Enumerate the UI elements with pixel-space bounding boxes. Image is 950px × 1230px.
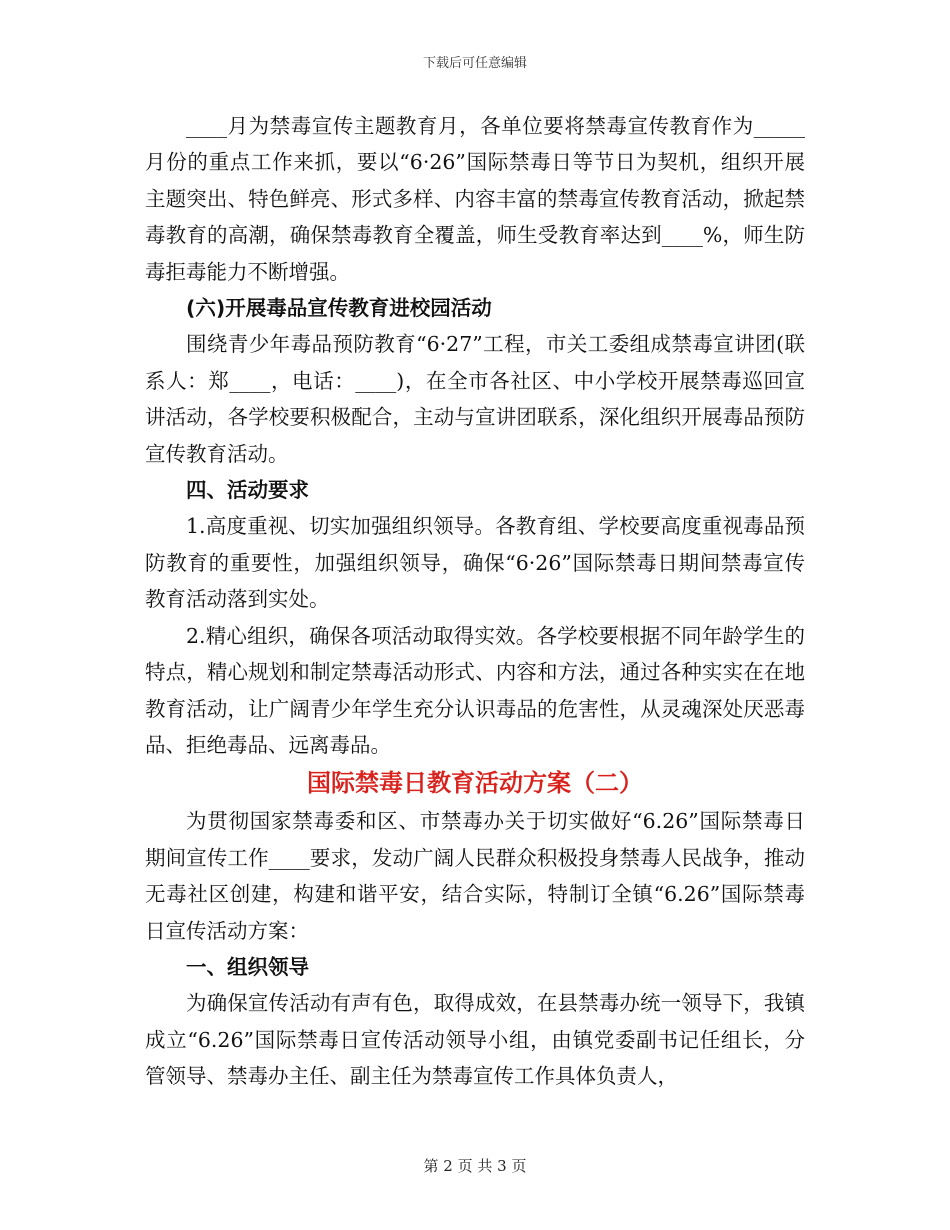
section-title-plan-two: 国际禁毒日教育活动方案（二）: [307, 769, 643, 798]
paragraph-plan-intro: 为贯彻国家禁毒委和区、市禁毒办关于切实做好“6.26”国际禁毒日期间宣传工作____要求，发动广阔人民群众积极投身禁毒人民战争，推动无毒社区创建，构建和谐平安，结合实际，特制订全镇“6.26”国际禁毒日宣传活动方案：: [145, 809, 805, 943]
heading-campus-activity: (六)开展毒品宣传教育进校园活动: [186, 296, 492, 321]
paragraph-requirement-2: 2.精心组织，确保各项活动取得实效。各学校要根据不同年龄学生的特点，精心规划和制定禁毒活动形式、内容和方法，通过各种实实在在地教育活动，让广阔青少年学生充分认识毒品的危害性，从灵魂深处厌恶毒品、拒绝毒品、远离毒品。: [145, 623, 805, 757]
paragraph-organization: 为确保宣传活动有声有色，取得成效，在县禁毒办统一领导下，我镇成立“6.26”国际禁毒日宣传活动领导小组，由镇党委副书记任组长，分管领导、禁毒办主任、副主任为禁毒宣传工作具体负责人，: [145, 991, 805, 1089]
heading-organization: 一、组织领导: [186, 954, 309, 979]
heading-activity-requirements: 四、活动要求: [186, 478, 309, 503]
page-footer: 第 2 页 共 3 页: [423, 1157, 527, 1175]
paragraph-lecture-group: 围绕青少年毒品预防教育“6·27”工程，市关工委组成禁毒宣讲团(联系人：郑____，电话：____)，在全市各社区、中小学校开展禁毒巡回宣讲活动，各学校要积极配合，主动与宣讲团联系，深化组织开展毒品预防宣传教育活动。: [145, 332, 805, 466]
paragraph-requirement-1: 1.高度重视、切实加强组织领导。各教育组、学校要高度重视毒品预防教育的重要性，加强组织领导，确保“6·26”国际禁毒日期间禁毒宣传教育活动落到实处。: [145, 514, 805, 612]
page-header: 下载后可任意编辑: [422, 56, 527, 71]
paragraph-theme-month: ____月为禁毒宣传主题教育月，各单位要将禁毒宣传教育作为_____月份的重点工作来抓，要以“6·26”国际禁毒日等节日为契机，组织开展主题突出、特色鲜亮、形式多样、内容丰富的禁毒宣传教育活动，掀起禁毒教育的高潮，确保禁毒教育全覆盖，师生受教育率达到____%，师生防毒拒毒能力不断增强。: [145, 114, 805, 284]
document-body: [145, 108, 805, 1095]
